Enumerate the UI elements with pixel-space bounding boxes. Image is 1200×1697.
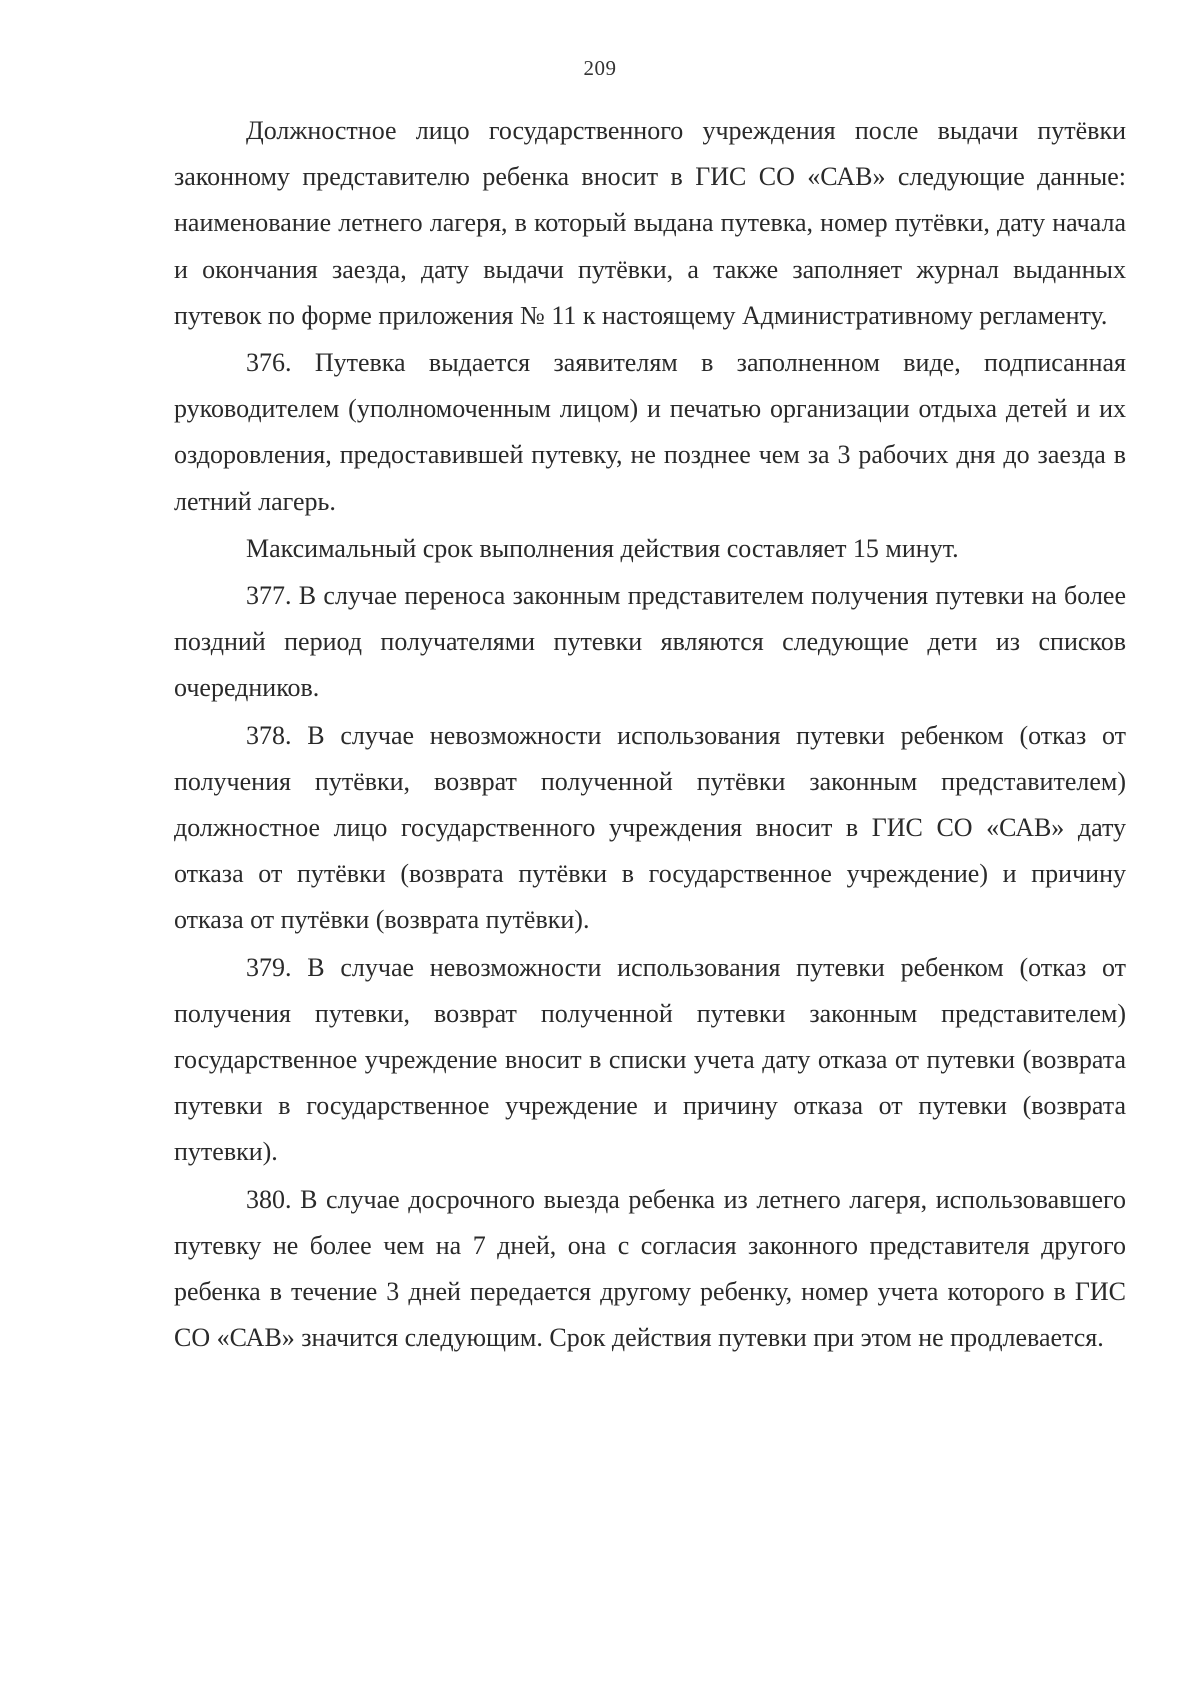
paragraph-text: Путевка выдается заявителям в заполненном виде, подписанная руководителем (уполномоченным лицом) и печатью организации отдыха детей и их оздоровления, предоставившей путевку, не позднее чем за 3 рабочих дня до заезда в летний лагерь. [174,348,1127,516]
paragraph-number: 376. [246,348,292,378]
paragraph-376 [174,340,1126,525]
paragraph-377 [174,573,1126,712]
document-body [174,108,1126,1362]
paragraph-378 [174,713,1126,944]
paragraph-text: В случае невозможности использования путевки ребенком (отказ от получения путёвки, возврат полученной путёвки законным представителем) должностное лицо государственного учреждения вносит в ГИС СО «САВ» дату отказа от путёвки (возврата путёвки в государственное учреждение) и причину отказа от путёвки (возврата путёвки). [174,720,1126,935]
paragraph-intro [174,108,1126,339]
paragraph-number: 379. [246,952,292,982]
paragraph-number: 378. [246,720,292,750]
paragraph-number: 377. [246,581,292,611]
paragraph-text: Должностное лицо государственного учреждения после выдачи путёвки законному представителю ребенка вносит в ГИС СО «САВ» следующие данные: наименование летнего лагеря, в который выдана путевка, номер путёвки, дату начала и окончания заезда, дату выдачи путёвки, а также заполняет журнал выданных путевок по форме приложения № 11 к настоящему Административному регламенту. [174,116,1126,330]
paragraph-text: Максимальный срок выполнения действия составляет 15 минут. [246,533,959,563]
paragraph-max-time [174,526,1126,572]
paragraph-text: В случае переноса законным представителем получения путевки на более поздний период получателями путевки являются следующие дети из списков очередников. [174,581,1126,703]
paragraph-379 [174,945,1126,1176]
paragraph-text: В случае невозможности использования путевки ребенком (отказ от получения путевки, возврат полученной путевки законным представителем) государственное учреждение вносит в списки учета дату отказа от путевки (возврата путевки в государственное учреждение и причину отказа от путевки (возврата путевки). [174,952,1126,1167]
paragraph-380 [174,1177,1126,1362]
page-number: 209 [583,56,617,80]
paragraph-number: 380. [246,1184,292,1214]
paragraph-text: В случае досрочного выезда ребенка из летнего лагеря, использовавшего путевку не более чем на 7 дней, она с согласия законного представителя другого ребенка в течение 3 дней передается другому ребенку, номер учета которого в ГИС СО «САВ» значится следующим. Срок действия путевки при этом не продлевается. [174,1184,1127,1353]
